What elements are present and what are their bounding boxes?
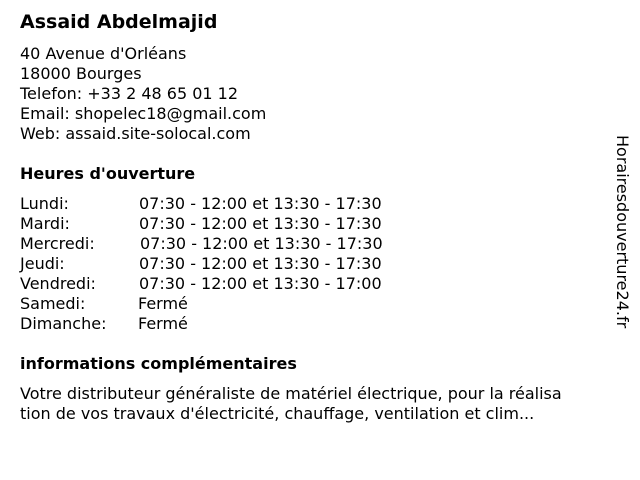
time-value: 07:30 - 12:00 et 13:30 - 17:30 [139,214,382,233]
day-label: Samedi: [20,294,86,313]
time-value: 07:30 - 12:00 et 13:30 - 17:30 [139,194,382,213]
time-value: 07:30 - 12:00 et 13:30 - 17:00 [139,274,382,293]
time-value: 07:30 - 12:00 et 13:30 - 17:30 [140,234,383,253]
day-label: Vendredi: [20,274,96,293]
time-value: Fermé [138,294,188,313]
info-heading: informations complémentaires [20,354,297,373]
business-name: Assaid Abdelmajid [20,11,218,33]
description-line-1: Votre distributeur généraliste de matériel électrique, pour la réalisa [20,384,562,403]
time-value: Fermé [138,314,188,333]
time-value: 07:30 - 12:00 et 13:30 - 17:30 [139,254,382,273]
site-watermark: Horairesdouverture24.fr [613,135,632,329]
description-line-2: tion de vos travaux d'électricité, chauffage, ventilation et clim... [20,404,535,423]
address-street: 40 Avenue d'Orléans [20,44,187,63]
contact-block [20,44,266,144]
address-city: 18000 Bourges [20,64,142,83]
phone-number: Telefon: +33 2 48 65 01 12 [20,84,239,103]
website: Web: assaid.site-solocal.com [20,124,251,143]
day-label: Lundi: [20,194,69,213]
hours-heading: Heures d'ouverture [20,164,196,183]
email-address: Email: shopelec18@gmail.com [20,104,267,123]
day-label: Jeudi: [20,254,65,273]
day-label: Mercredi: [20,234,95,253]
day-label: Mardi: [20,214,70,233]
day-label: Dimanche: [20,314,107,333]
business-description [20,384,580,424]
